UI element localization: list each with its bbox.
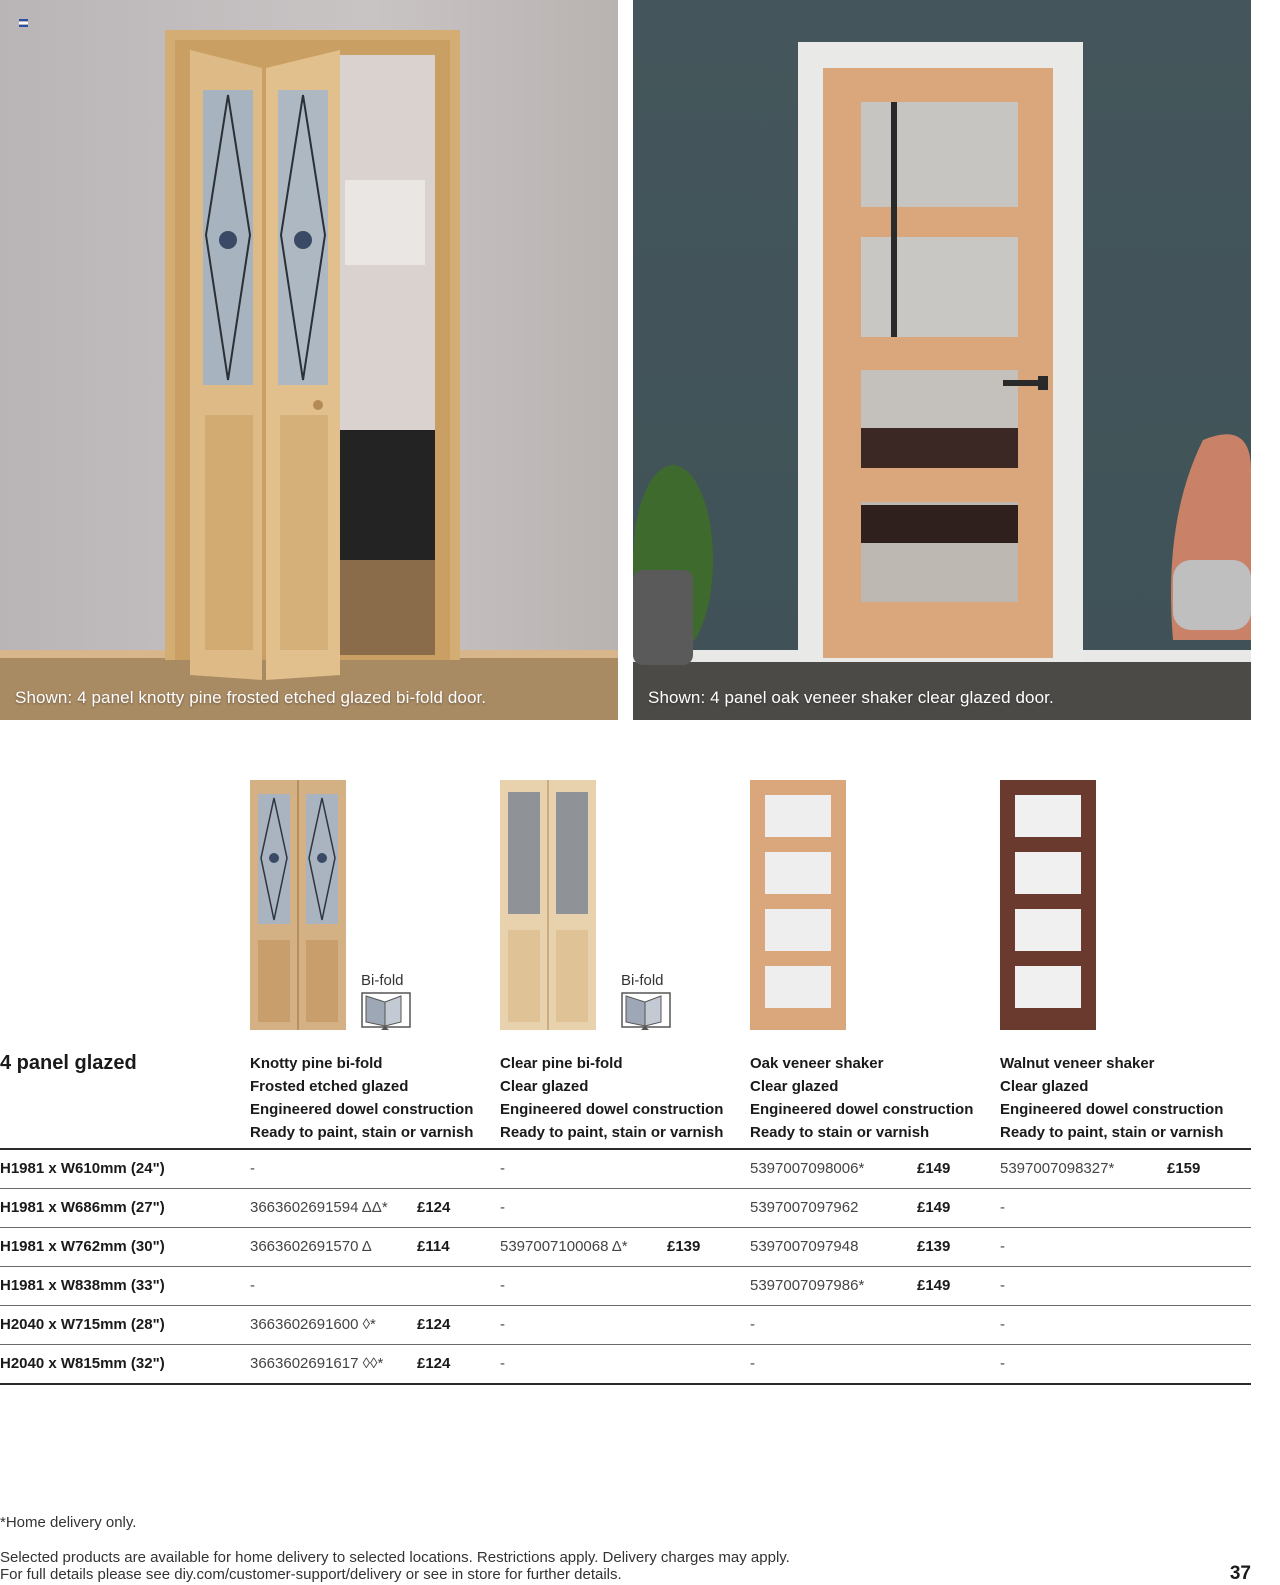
product-description-3 bbox=[750, 1052, 973, 1144]
table-row bbox=[0, 1267, 1251, 1306]
code-cell: - bbox=[750, 1316, 755, 1333]
code-cell: - bbox=[1000, 1277, 1005, 1294]
product-feature: Engineered dowel construction bbox=[500, 1101, 724, 1118]
product-feature: Engineered dowel construction bbox=[1000, 1101, 1224, 1118]
price-cell: £139 bbox=[667, 1238, 701, 1255]
code-cell: - bbox=[1000, 1355, 1005, 1372]
product-name: Walnut veneer shaker bbox=[1000, 1055, 1155, 1072]
code-cell: - bbox=[250, 1160, 255, 1177]
size-cell: H1981 x W838mm (33") bbox=[0, 1277, 165, 1294]
product-feature: Ready to paint, stain or varnish bbox=[250, 1124, 474, 1141]
code-cell: - bbox=[500, 1199, 505, 1216]
price-cell: £139 bbox=[917, 1238, 951, 1255]
price-cell: £149 bbox=[917, 1277, 951, 1294]
price-cell: £124 bbox=[417, 1316, 451, 1333]
size-price-table bbox=[0, 1150, 1251, 1385]
code-cell: 3663602691570 Δ bbox=[250, 1238, 372, 1255]
bifold-label-1: Bi-fold bbox=[361, 972, 404, 989]
bifold-icon bbox=[361, 992, 411, 1030]
code-cell: 3663602691617 ◊◊* bbox=[250, 1355, 384, 1372]
hero-right-caption: Shown: 4 panel oak veneer shaker clear glazed door. bbox=[648, 688, 1054, 707]
bifold-label-2: Bi-fold bbox=[621, 972, 664, 989]
price-cell: £124 bbox=[417, 1199, 451, 1216]
code-cell: - bbox=[500, 1355, 505, 1372]
home-delivery-footnote: *Home delivery only. bbox=[0, 1514, 137, 1531]
code-cell: - bbox=[500, 1160, 505, 1177]
price-cell: £124 bbox=[417, 1355, 451, 1372]
size-cell: H1981 x W762mm (30") bbox=[0, 1238, 165, 1255]
table-row bbox=[0, 1228, 1251, 1267]
code-cell: - bbox=[1000, 1238, 1005, 1255]
code-cell: - bbox=[250, 1277, 255, 1294]
code-cell: 3663602691594 ΔΔ* bbox=[250, 1199, 388, 1216]
code-cell: 5397007097986* bbox=[750, 1277, 865, 1294]
product-name: Clear pine bi-fold bbox=[500, 1055, 623, 1072]
code-cell: - bbox=[1000, 1316, 1005, 1333]
clear-pine-bifold-door-image bbox=[500, 780, 596, 1030]
product-feature: Ready to stain or varnish bbox=[750, 1124, 930, 1141]
code-cell: 5397007098327* bbox=[1000, 1160, 1115, 1177]
product-feature: Clear glazed bbox=[750, 1078, 839, 1095]
product-description-2 bbox=[500, 1052, 723, 1144]
oak-door-scene-illustration bbox=[633, 0, 1251, 720]
code-cell: 5397007097948 bbox=[750, 1238, 859, 1255]
knotty-pine-bifold-door-image bbox=[250, 780, 346, 1030]
code-cell: - bbox=[500, 1277, 505, 1294]
size-cell: H1981 x W610mm (24") bbox=[0, 1160, 165, 1177]
code-cell: 5397007100068 Δ* bbox=[500, 1238, 628, 1255]
delivery-footnote-line1: Selected products are available for home delivery to selected locations. Restrictions apply. Delivery charges may apply. bbox=[0, 1549, 790, 1566]
oak-veneer-shaker-door-image bbox=[750, 780, 846, 1030]
product-feature: Engineered dowel construction bbox=[250, 1101, 474, 1118]
product-feature: Ready to paint, stain or varnish bbox=[1000, 1124, 1224, 1141]
price-cell: £114 bbox=[417, 1238, 450, 1255]
product-feature: Clear glazed bbox=[1000, 1078, 1089, 1095]
bifold-icon bbox=[621, 992, 671, 1030]
hero-left-caption: Shown: 4 panel knotty pine frosted etched glazed bi-fold door. bbox=[15, 688, 487, 707]
product-description-4 bbox=[1000, 1052, 1223, 1144]
section-title: 4 panel glazed bbox=[0, 1052, 137, 1074]
table-row bbox=[0, 1150, 1251, 1189]
delivery-footnote-line2: For full details please see diy.com/customer-support/delivery or see in store for further details. bbox=[0, 1566, 622, 1583]
product-feature: Engineered dowel construction bbox=[750, 1101, 974, 1118]
table-row bbox=[0, 1345, 1251, 1385]
product-description-1 bbox=[250, 1052, 473, 1144]
code-cell: - bbox=[1000, 1199, 1005, 1216]
price-cell: £149 bbox=[917, 1199, 951, 1216]
code-cell: 5397007097962 bbox=[750, 1199, 859, 1216]
size-cell: H2040 x W715mm (28") bbox=[0, 1316, 165, 1333]
bifold-door-scene-illustration bbox=[0, 0, 618, 720]
code-cell: 3663602691600 ◊* bbox=[250, 1316, 376, 1333]
walnut-veneer-shaker-door-image bbox=[1000, 780, 1096, 1030]
size-cell: H1981 x W686mm (27") bbox=[0, 1199, 165, 1216]
hero-photo-left bbox=[0, 0, 618, 720]
code-cell: 5397007098006* bbox=[750, 1160, 865, 1177]
code-cell: - bbox=[750, 1355, 755, 1372]
size-cell: H2040 x W815mm (32") bbox=[0, 1355, 165, 1372]
price-cell: £149 bbox=[917, 1160, 951, 1177]
code-cell: - bbox=[500, 1316, 505, 1333]
page-number: 37 bbox=[1229, 1563, 1251, 1584]
hero-photo-right bbox=[633, 0, 1251, 720]
product-feature: Clear glazed bbox=[500, 1078, 589, 1095]
table-row bbox=[0, 1306, 1251, 1345]
price-cell: £159 bbox=[1167, 1160, 1201, 1177]
product-name: Knotty pine bi-fold bbox=[250, 1055, 383, 1072]
product-name: Oak veneer shaker bbox=[750, 1055, 884, 1072]
table-row bbox=[0, 1189, 1251, 1228]
product-feature: Ready to paint, stain or varnish bbox=[500, 1124, 724, 1141]
product-feature: Frosted etched glazed bbox=[250, 1078, 409, 1095]
